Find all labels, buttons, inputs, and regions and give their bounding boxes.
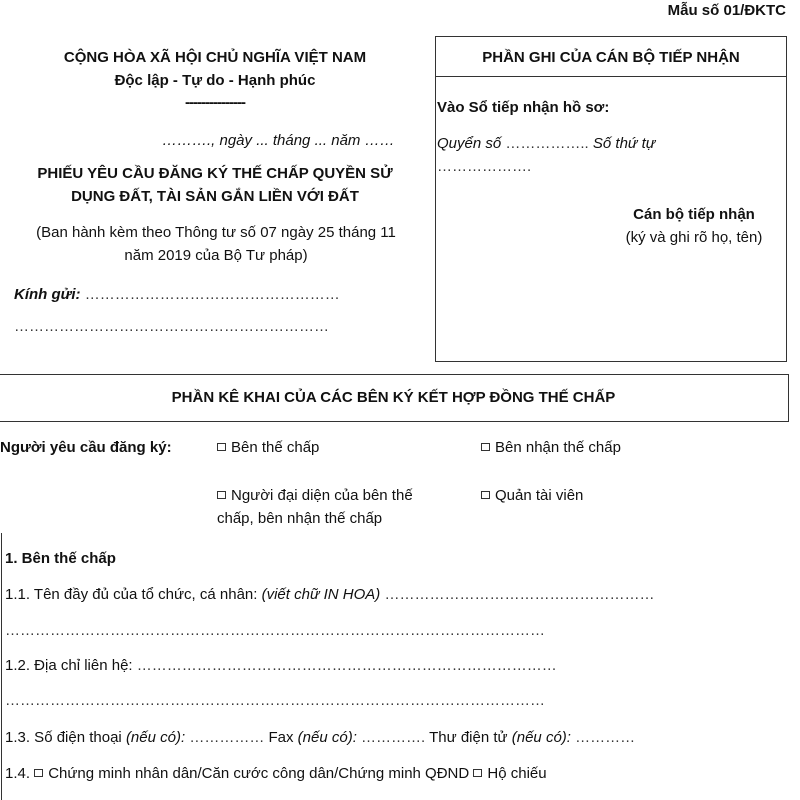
fax-if-any: (nếu có):	[297, 729, 357, 746]
phone-if-any: (nếu có):	[125, 729, 186, 746]
fax-field[interactable]: ………….	[361, 729, 426, 746]
national-header-country: CỘNG HÒA XÃ HỘI CHỦ NGHĨA VIỆT NAM	[63, 49, 367, 66]
checkbox-icon[interactable]	[217, 443, 226, 451]
declaration-title: PHẦN KÊ KHAI CỦA CÁC BÊN KÝ KẾT HỢP ĐỒNG THẾ CHẤP	[171, 389, 616, 406]
checkbox-icon[interactable]	[481, 443, 490, 451]
id-line	[5, 765, 547, 782]
fax-label: Fax	[268, 729, 294, 746]
date-line: ………., ngày ... tháng ... năm ……	[162, 132, 395, 149]
option-representative-label: Người đại diện của bên thế	[231, 487, 413, 504]
option-representative[interactable]	[217, 487, 413, 504]
form-title-line1: PHIẾU YÊU CẦU ĐĂNG KÝ THẾ CHẤP QUYỀN SỬ	[37, 165, 393, 182]
name-field-2[interactable]: ………………………………………………………………………………………………	[5, 622, 545, 639]
issued-note-line2: năm 2019 của Bộ Tư pháp)	[124, 247, 308, 264]
address-label: 1.2. Địa chỉ liên hệ:	[5, 657, 133, 674]
recipient-label: Kính gửi:	[14, 286, 81, 303]
email-label: Thư điện tử	[429, 729, 508, 746]
checkbox-icon[interactable]	[217, 491, 226, 499]
option-mortgagor[interactable]	[217, 439, 319, 456]
checkbox-icon[interactable]	[34, 769, 43, 777]
address-field[interactable]: …………………………………………………………………………	[136, 657, 557, 674]
section1-heading: 1. Bên thế chấp	[5, 550, 116, 567]
option-administrator-label: Quản tài viên	[495, 487, 584, 504]
checkbox-icon[interactable]	[473, 769, 482, 777]
contact-line	[5, 729, 635, 746]
national-header-separator: ---------------	[185, 94, 245, 111]
option-mortgagee[interactable]	[481, 439, 621, 456]
form-number: Mẫu số 01/ĐKTC	[667, 2, 786, 19]
checkbox-icon[interactable]	[481, 491, 490, 499]
recipient-field-2[interactable]: ………………………………………………………	[14, 318, 329, 335]
name-field[interactable]: ………………………………………………	[384, 586, 655, 603]
email-if-any: (nếu có):	[511, 729, 571, 746]
reception-entry-label: Vào Sổ tiếp nhận hồ sơ:	[437, 99, 610, 116]
option-mortgagee-label: Bên nhận thế chấp	[495, 439, 621, 456]
id-option-2-label: Hộ chiếu	[487, 765, 547, 782]
id-prefix: 1.4.	[5, 765, 31, 782]
phone-field[interactable]: ……………	[189, 729, 265, 746]
reception-book-field[interactable]: ……………..	[505, 135, 589, 152]
id-option-1-label: Chứng minh nhân dân/Căn cước công dân/Chứng minh QĐND	[48, 765, 470, 782]
form-title-line2: DỤNG ĐẤT, TÀI SẢN GẮN LIỀN VỚI ĐẤT	[71, 188, 359, 205]
address-field-2[interactable]: ………………………………………………………………………………………………	[5, 692, 545, 709]
issued-note-line1: (Ban hành kèm theo Thông tư số 07 ngày 25 tháng 11	[36, 224, 396, 241]
reception-box	[435, 36, 787, 362]
option-administrator[interactable]	[481, 487, 583, 504]
name-line	[5, 586, 654, 603]
reception-book-label: Quyển số	[437, 135, 502, 152]
name-hint: (viết chữ IN HOA)	[261, 586, 381, 603]
id-option-2[interactable]	[473, 765, 546, 782]
phone-label: 1.3. Số điện thoại	[5, 729, 122, 746]
reception-book-line	[437, 135, 655, 152]
section1-border	[1, 533, 2, 800]
option-mortgagor-label: Bên thế chấp	[231, 439, 320, 456]
option-representative-cont: chấp, bên nhận thế chấp	[217, 510, 383, 527]
reception-order-label: Số thứ tự	[592, 135, 656, 152]
reception-officer-note: (ký và ghi rõ họ, tên)	[625, 229, 763, 246]
email-field[interactable]: …………	[575, 729, 636, 746]
reception-order-field[interactable]: ……………….	[437, 158, 532, 175]
reception-officer-label: Cán bộ tiếp nhận	[633, 206, 755, 223]
requester-label: Người yêu cầu đăng ký:	[0, 439, 172, 456]
recipient-field[interactable]: ……………………………………………	[84, 286, 340, 303]
recipient-line	[14, 286, 340, 303]
national-header-motto: Độc lập - Tự do - Hạnh phúc	[114, 72, 316, 89]
reception-box-title: PHẦN GHI CỦA CÁN BỘ TIẾP NHẬN	[482, 49, 740, 66]
reception-box-divider	[435, 76, 787, 77]
id-option-1[interactable]	[34, 765, 469, 782]
address-line	[5, 657, 557, 674]
name-label: 1.1. Tên đầy đủ của tổ chức, cá nhân:	[5, 586, 258, 603]
